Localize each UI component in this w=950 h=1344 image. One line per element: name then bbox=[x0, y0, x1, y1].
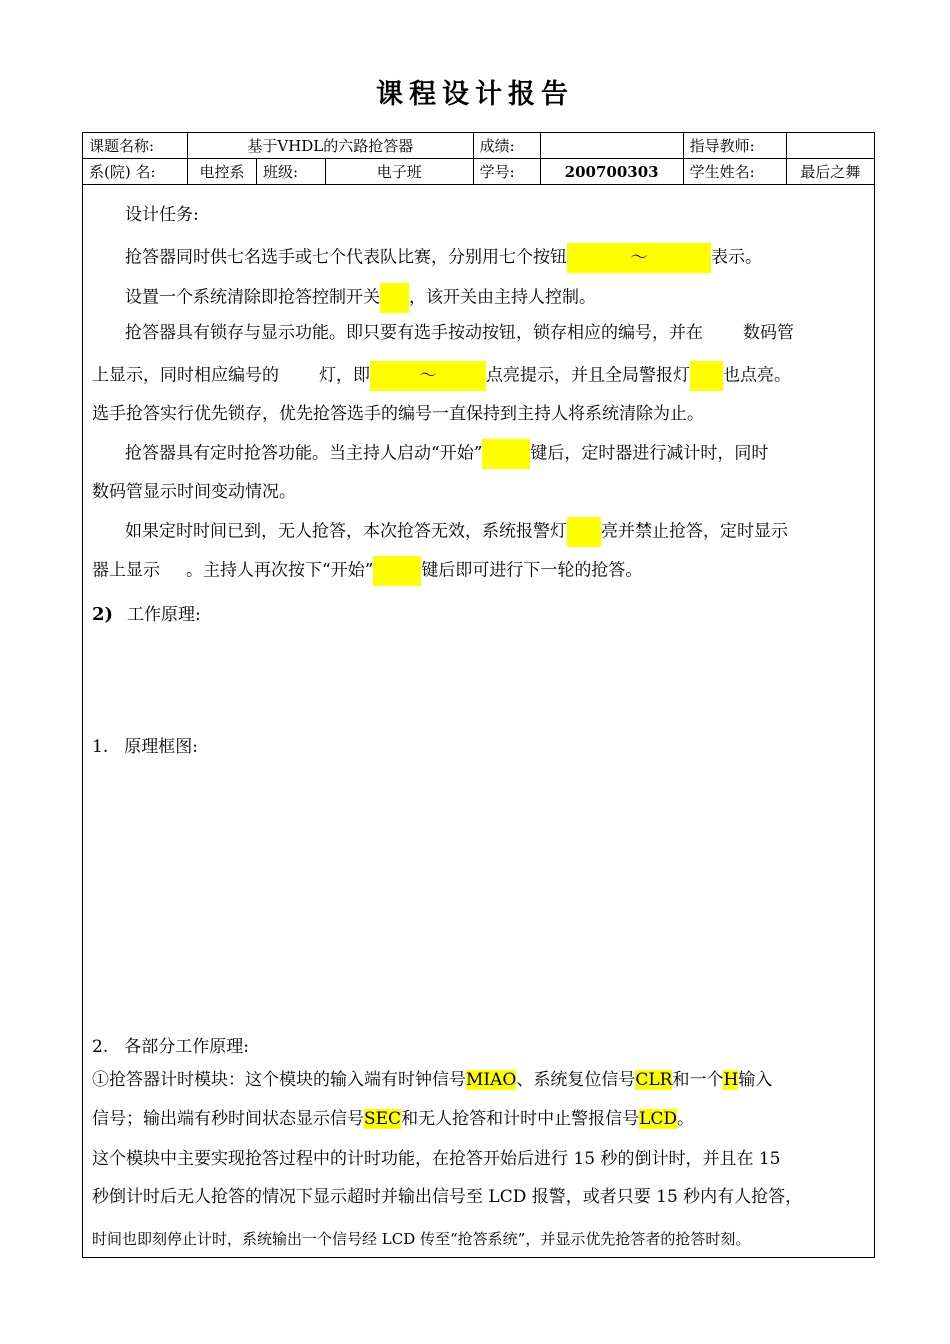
text: 抢答器具有锁存与显示功能。即只要有选手按动按钮，锁存相应的编号，并在 bbox=[125, 323, 703, 343]
text: 上显示，同时相应编号的 bbox=[92, 365, 279, 386]
task-para-3 bbox=[92, 322, 900, 344]
signal-clr: CLR bbox=[635, 1070, 673, 1090]
task-heading: 设计任务: bbox=[125, 205, 199, 225]
alarm-light-highlight bbox=[690, 361, 723, 391]
item-2-heading bbox=[92, 1036, 867, 1058]
task-para-1 bbox=[92, 243, 900, 273]
id-label: 学号: bbox=[473, 159, 540, 185]
module-para-2 bbox=[92, 1108, 867, 1130]
class-value: 电子班 bbox=[326, 159, 474, 185]
text: 键后即可进行下一轮的抢答。 bbox=[421, 560, 643, 581]
grade-value bbox=[540, 133, 683, 159]
start-key-highlight bbox=[482, 439, 530, 469]
dept-label: 系(院) 名: bbox=[83, 159, 188, 185]
text: ，该开关由主持人控制。 bbox=[409, 287, 596, 308]
signal-miao: MIAO bbox=[466, 1070, 517, 1090]
section-label: 工作原理: bbox=[127, 605, 201, 625]
task-para-5: 选手抢答实行优先锁存，优先抢答选手的编号一直保持到主持人将系统清除为止。 bbox=[92, 404, 704, 424]
text: 器上显示 bbox=[92, 560, 160, 581]
task-para-2 bbox=[92, 283, 900, 313]
section-number: 2) bbox=[92, 604, 114, 625]
item-number: 1. bbox=[92, 737, 109, 757]
text: 表示。 bbox=[711, 247, 762, 268]
signal-h: H bbox=[723, 1070, 739, 1090]
item-label: 各部分工作原理: bbox=[124, 1037, 249, 1057]
id-value: 200700303 bbox=[540, 159, 683, 185]
dept-value: 电控系 bbox=[188, 159, 257, 185]
led-range-highlight: ～ bbox=[370, 361, 486, 391]
topic-label: 课题名称: bbox=[83, 133, 188, 159]
module-para-5: 时间也即刻停止计时，系统输出一个信号经 LCD 传至“抢答系统”，并显示优先抢答者的抢答时刻。 bbox=[92, 1230, 751, 1248]
text: 和一个 bbox=[672, 1070, 724, 1090]
alarm-lamp-highlight bbox=[567, 517, 601, 547]
advisor-label: 指导教师: bbox=[683, 133, 786, 159]
text: ①抢答器计时模块：这个模块的输入端有时钟信号 bbox=[92, 1070, 466, 1090]
text: 信号；输出端有秒时间状态显示信号 bbox=[92, 1109, 364, 1129]
grade-label: 成绩: bbox=[473, 133, 540, 159]
item-1-heading bbox=[92, 736, 867, 758]
module-para-3: 这个模块中主要实现抢答过程中的计时功能，在抢答开始后进行 15 秒的倒计时，并且在 15 bbox=[92, 1149, 781, 1169]
header-table bbox=[82, 132, 875, 185]
button-range-highlight: ～ bbox=[567, 243, 711, 273]
text: 、系统复位信号 bbox=[516, 1070, 636, 1090]
text: 数码管 bbox=[743, 323, 794, 343]
text: 亮并禁止抢答，定时显示 bbox=[601, 521, 788, 542]
header-row-2 bbox=[83, 159, 875, 185]
page-title: 课程设计报告 bbox=[376, 79, 574, 110]
student-label: 学生姓名: bbox=[683, 159, 786, 185]
text: 。 bbox=[677, 1109, 695, 1129]
module-para-4: 秒倒计时后无人抢答的情况下显示超时并输出信号至 LCD 报警，或者只要 15 秒内有人抢答， bbox=[92, 1187, 803, 1207]
text: 点亮提示，并且全局警报灯 bbox=[486, 365, 690, 386]
task-para-7: 数码管显示时间变动情况。 bbox=[92, 482, 296, 502]
text: 抢答器同时供七名选手或七个代表队比赛，分别用七个按钮 bbox=[125, 247, 567, 268]
clear-switch-highlight bbox=[380, 283, 409, 313]
text: 如果定时时间已到，无人抢答，本次抢答无效，系统报警灯 bbox=[125, 521, 567, 542]
item-label: 原理框图: bbox=[124, 737, 198, 757]
class-label: 班级: bbox=[257, 159, 326, 185]
text: 灯，即 bbox=[319, 365, 370, 386]
text: 抢答器具有定时抢答功能。当主持人启动“开始” bbox=[125, 443, 483, 464]
signal-lcd: LCD bbox=[639, 1109, 678, 1129]
text: 和无人抢答和计时中止警报信号 bbox=[401, 1109, 640, 1129]
item-number: 2. bbox=[92, 1037, 109, 1057]
task-para-9 bbox=[92, 556, 867, 586]
task-para-6 bbox=[92, 439, 900, 469]
start-key-highlight-2 bbox=[373, 556, 421, 586]
signal-sec: SEC bbox=[364, 1109, 402, 1129]
text: 键后，定时器进行减计时，同时 bbox=[530, 443, 769, 464]
text: 输入 bbox=[738, 1070, 773, 1090]
text: 也点亮。 bbox=[723, 365, 791, 386]
text: 设置一个系统清除即抢答控制开关 bbox=[125, 287, 380, 308]
header-row-1 bbox=[83, 133, 875, 159]
advisor-value bbox=[786, 133, 874, 159]
module-para-1 bbox=[92, 1069, 867, 1091]
section-2-heading bbox=[92, 604, 867, 626]
task-para-8 bbox=[92, 517, 900, 547]
text: 。主持人再次按下“开始” bbox=[186, 560, 374, 581]
student-value: 最后之舞 bbox=[786, 159, 874, 185]
task-para-4 bbox=[92, 361, 867, 391]
topic-value: 基于VHDL的六路抢答器 bbox=[188, 133, 474, 159]
